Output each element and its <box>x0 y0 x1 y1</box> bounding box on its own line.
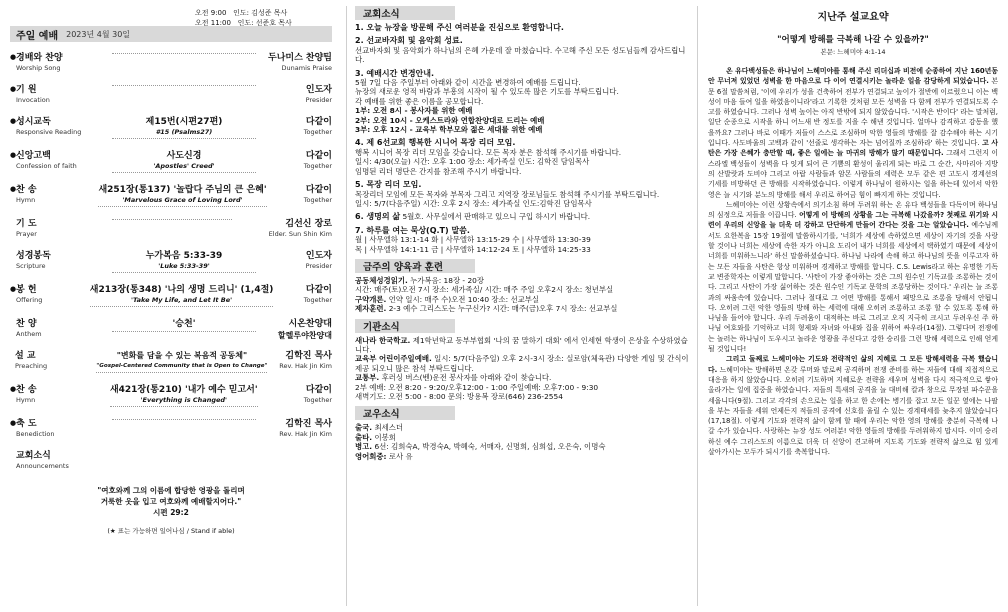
sermon-text: 본문 6절 말씀처럼, '이에 우리가 성을 건축하여 전부가 연결되고 높이가 절반에 이르렀으니 이는 백성이 마음 들여 일을 하였음이니라'라고 기록한 것처럼 모든 성벽을 다 함께 전부가 연결되도록 수고를 하였습니다. 그러나 성벽 높이는 아직 반밖에 되지 않았습니다. '시작은 반이다' 라는 말처럼, 일단 순종으로 시작을 하니 어느새 반 정도를 지을 수 해낸 것입니다. 얼마나 감격하고 감동을 했을까요? 그러나 바로 이때가 저들이 스스로 조심하며 악한 영들의 방해를 잘 감수해야 하는 시기입니다. 사도바울의 고백과 같이 '선줄로 생각하는 자는 넘어질까 조심하라' 하는 것입니다. <box>708 77 998 148</box>
qt-row: 월 | 사무엘하 13:1-14 화 | 사무엘하 13:15-29 수 | 사무엘하 13:30-39 <box>355 235 591 245</box>
org-body: 후러싱 버스(벤)운전 봉사자를 아래와 같이 찾습니다. <box>379 373 552 383</box>
worship-item <box>10 184 332 207</box>
news-heading: 3. 예배시간 변경안내. <box>355 68 435 78</box>
item-content: 사도신경 <box>166 151 202 161</box>
news-schedule: 3부: 오후 12시 - 교육부 학부모와 젊은 세대를 위한 예배 <box>355 125 543 135</box>
bullet-icon: ● <box>10 419 17 427</box>
org-body: 새벽기도: 오전 5:00 - 8:00 문의: 방용복 장로(646) 236-2554 <box>355 392 563 401</box>
item-content: 제15번(시편27편) <box>145 117 223 127</box>
sermon-paragraph <box>708 66 998 200</box>
news-heading: 2. 선교바자회 및 음악회 성료. <box>355 36 463 46</box>
sermon-text: 느헤미야는 방해하면 온갖 루머와 말로써 공격하며 전쟁 준비를 하는 저들에 대해 직접적으로 대응을 하지 않았습니다. 오히려 기도하며 지혜로운 전략을 세우며 성벽을 다시 적극적으로 쌓아 올라가는 일에 집중을 하였습니다. 저들의 특새의 공격을 늘 대비해 칼과 창으로 무장된 파수꾼을 세웁니다(9절). 그리고 각각의 손으로는 일을 하고 한 손에는 병기를 잡고 모든 일꾼 옆에는 나팔을 부는 자들을 세워 언제든지 적들의 공격에 신호를 울릴 수 있는 경계태세를 늦추지 않았습니다(17,18절). 이렇게 기도와 전략적 삶이 함께 할 때에 우리는 악한 영의 방해를 충분히 극복해 나갈 수가 있습니다. 사랑하는 뉴장 성도 여러분! 악한 영들의 방해를 두려워하지 맙시다. 이미 승리하신 예수 그리스도의 이름으로 더욱 더 신앙이 견고하며 지도록 기도와 전략적 삶으로 힘 있게 살아가시는 모두가 되시기를 축복합니다. <box>708 365 998 456</box>
item-leader-en: Dunamis Praise <box>281 64 332 72</box>
item-content-en: 'Take My Life, and Let It Be' <box>131 296 233 304</box>
news-body: 행복 시니어 목장 리더 모임을 갖습니다. 모든 목자 분은 참석해 주시기를 바랍니다. <box>355 147 622 157</box>
news-column <box>355 0 693 612</box>
news-body: 5월호. 사무실에서 판매하고 있으니 구입 하시기 바랍니다. <box>400 212 591 222</box>
item-leader: 다같이 <box>305 285 332 295</box>
worship-item <box>10 350 332 373</box>
service-times <box>195 8 292 28</box>
worship-item <box>10 250 332 273</box>
quote-reference: 시편 29:2 <box>153 508 189 517</box>
item-content: '승천' <box>172 319 196 329</box>
sermon-emphasis: 고 사탄은 가장 은혜가 충만할 때, 좋은 일에는 늘 마귀의 방해가 많기 때문입니다. <box>708 139 998 158</box>
item-leader: 인도자 <box>305 85 332 95</box>
news-heading: 6. 생명의 삶 <box>355 212 401 222</box>
worship-item <box>10 150 332 173</box>
item-content: 새251장(통137) '놀랍다 주님의 큰 은혜' <box>98 185 267 195</box>
news-heading: 5. 목장 리더 모임. <box>355 180 422 190</box>
edu-title: 금주의 양육과 훈련 <box>355 259 475 273</box>
item-label-en: Benediction <box>16 430 55 438</box>
item-label: 경배와 찬양 <box>16 53 63 63</box>
item-leader: 김학진 목사 <box>285 351 332 361</box>
bullet-icon: ● <box>10 85 17 93</box>
item-label-en: Preaching <box>15 362 48 370</box>
item-content-en: 'Luke 5:33-39' <box>158 262 210 270</box>
bullet-icon: ● <box>10 151 17 159</box>
sermon-emphasis: 어떻게 이 방해의 상황을 그는 극복해 나갔을까? 첫째로 위기와 시련이 우리의 신앙을 늘 더욱 더 강하고 단단하게 만들어 간다는 것을 그는 알았습니다. <box>708 211 998 230</box>
item-leader-en: Together <box>303 296 332 304</box>
item-leader: 인도자 <box>305 251 332 261</box>
item-label: 설 교 <box>15 351 36 361</box>
sermon-paragraph <box>708 200 998 354</box>
edu-body: 2-3 예수 그리스도는 누구신가? 시간: 매주(금)오후 7시 장소: 선교부실 <box>386 304 618 314</box>
staff-heading: 영어회중: <box>355 451 387 461</box>
news-body: 뉴장의 새로운 영적 바람과 부흥의 시작이 될 수 있도록 많은 기도를 부탁드립니다. <box>355 87 619 97</box>
item-leader-en: Together <box>303 396 332 404</box>
staff-list <box>355 423 689 461</box>
sermon-title: 지난주 설교요약 <box>817 12 889 23</box>
news-list <box>355 23 689 254</box>
item-leader: 다같이 <box>305 385 332 395</box>
staff-body: 로사 유 <box>386 451 413 461</box>
bullet-icon: ● <box>10 53 17 61</box>
sermon-reference: 본문: 느헤미야 4:1-14 <box>820 48 886 56</box>
item-content-en: 'Everything is Changed' <box>140 396 228 404</box>
item-leader-en: Together <box>303 196 332 204</box>
worship-item <box>10 84 332 105</box>
item-leader-en: Rev. Hak Jin Kim <box>279 362 332 370</box>
item-leader-2: 할렐루야찬양대 <box>277 331 332 340</box>
item-content-en: 'Marvelous Grace of Loving Lord' <box>122 196 243 204</box>
item-label-en: Hymn <box>16 196 36 204</box>
item-label-en: Announcements <box>16 462 69 470</box>
news-heading: 4. 제 6선교회 행복한 시니어 목장 리더 모임. <box>355 138 516 148</box>
news-body: 5월 7일 다음 주일부터 아래와 같이 시간을 변경하여 예배를 드립니다. <box>355 78 581 88</box>
sermon-column <box>700 0 1008 612</box>
item-label: 찬 송 <box>16 185 37 195</box>
sermon-paragraph <box>708 354 998 457</box>
worship-item <box>10 284 332 307</box>
news-body: 목장리더 모임에 모든 목자와 부목자 그리고 지역장 장로님들도 참석해 주시기를 부탁드립니다. <box>355 189 660 199</box>
org-body: 2부 예배: 오전 8:20 - 9:20/오후12:00 - 1:00 주일예배: 오후7:00 - 9:30 <box>355 382 599 392</box>
column-divider <box>697 6 698 606</box>
news-title: 교회소식 <box>355 6 455 20</box>
worship-item <box>10 450 332 471</box>
worship-header <box>10 26 332 42</box>
item-label-en: Worship Song <box>16 64 61 72</box>
news-body: 선교바자회 및 음악회가 하나님의 은혜 가운데 잘 마쳤습니다. 수고해 주신 모든 성도님들께 감사드립니다. <box>355 45 686 65</box>
service-leader: 인도: 선준호 목사 <box>237 19 292 27</box>
org-body: 일시: 5/7(다음주일) 오후 2시-3시 장소: 실로암(체육관) 다양한 게임 및 간식이 제공 되오니 많은 참석 부탁드립니다. <box>355 354 689 373</box>
item-leader-en: Elder. Sun Shin Kim <box>268 230 332 238</box>
service-time: 오전 9:00 <box>195 9 227 17</box>
edu-heading: 구약개론. <box>355 294 387 304</box>
column-divider <box>346 6 347 606</box>
quote-line: "여호와께 그의 이름에 합당한 영광을 돌리며 <box>97 486 245 495</box>
item-content-en: 'Apostles' Creed' <box>153 162 215 170</box>
item-leader-en: Rev. Hak Jin Kim <box>279 430 332 438</box>
sermon-text: 예수님께서도 요한복음 15장 19절에 말씀하시기를, '너희가 세상에 속하였으면 세상이 자기의 것을 사랑할 것이나 너희는 세상에 속한 자가 아니요 도리어 내가 너희를 세상에서 택하였기 때문에 세상이 너희를 미워하느니라' 하신 말씀하셨습니다. 하나님 나라에 속해 하고 하나님의 뜻을 이루고자 하는 모든 자들을 사탄은 항상 미워하며 경계하고 방해를 합니다. C.S. Lewis라고 하는 유명한 기독교 변증학자는 이렇게 말합니다. '사탄이 가장 좋아하는 것은 그의 원수인 기독교를 조롱하는 것이다. 그리고 사탄이 가장 싫어하는 것은 원수인 기독교 문학의 조롱당하는 것이다.' 우리는 늘 조롱과의 싸움속에 있습니다. 그러나 절대로 그 어떤 방해를 통해서 패망으로 조롱을 당해서 안됩니다. 오히려 그런 악한 영들의 방해 하는 세력에 대해 오히려 조롱하고 조롱 할 수 있도록 통해 하나님을 들어야 합니다. 우리 두려움이 대적하는 바로 그리고 오직 지극히 크시고 두려우신 주 하나님 여호와를 기억하고 너희 형제와 자녀와 아내와 집을 위하여 싸우라(14절). 그렇다며 전쟁에는 놀러는 하나님이 도우시고 놀라운 영광을 주신다고 강한 승리를 그런 방해 세력으로 인해 얻게 될 것입니다! <box>708 221 998 354</box>
item-leader-en: Presider <box>305 96 332 104</box>
bullet-icon: ● <box>10 117 17 125</box>
service-time: 오전 11:00 <box>195 19 231 27</box>
item-leader-en: Presider <box>305 262 332 270</box>
news-body: 일시: 4/30(오늘) 시간: 오후 1:00 장소: 세가족실 인도: 김학진 담임목사 <box>355 157 590 167</box>
news-body: 임명된 리더 명단은 간지를 참조해 주시기 바랍니다. <box>355 166 522 176</box>
item-label-en: Hymn <box>16 396 36 404</box>
item-leader: 시온찬양대 <box>288 319 332 329</box>
item-label: 찬 양 <box>16 319 37 329</box>
item-label-en: Anthem <box>16 330 42 338</box>
staff-title: 교우소식 <box>355 406 455 420</box>
staff-heading: 출국. <box>355 423 373 433</box>
news-item: 1. 오늘 뉴장을 방문해 주신 여러분을 진심으로 환영합니다. <box>355 23 564 32</box>
service-leader: 인도: 김성준 목사 <box>233 9 288 17</box>
news-schedule: 2부: 오전 10시 - 오케스트라와 연합찬양대로 드리는 예배 <box>355 115 545 125</box>
org-heading: 교통부. <box>355 373 380 383</box>
worship-item <box>10 218 332 239</box>
qt-row: 목 | 사무엘하 14:1-11 금 | 사무엘하 14:12-24 토 | 사무엘하 14:25-33 <box>355 244 591 254</box>
org-heading: 교육부 어린이주일예배. <box>355 354 432 364</box>
sermon-text: 느헤미야는 이런 상황속에서 의기소침 하며 두려워 하는 온 유다 백성들을 다독이며 하나님의 심정으로 저들을 이끕니다. <box>708 200 998 220</box>
sermon-emphasis: 그리고 둘째로 느헤미야는 기도와 전략적인 삶의 지혜로 그 모든 방해세력을 극복 했습니다. <box>708 355 998 374</box>
news-heading: 7. 하루를 여는 묵상(Q.T) 말씀. <box>355 225 470 235</box>
item-content: "변화를 담을 수 있는 복음적 공동체" <box>116 351 248 360</box>
item-label-en: Responsive Reading <box>16 128 82 136</box>
edu-body: 언약 일시: 매주 수)오전 10:40 장소: 선교부실 <box>386 294 540 304</box>
item-label-en: Prayer <box>16 230 37 238</box>
worship-item <box>10 116 332 139</box>
item-leader: 다같이 <box>305 185 332 195</box>
item-label-en: Offering <box>16 296 43 304</box>
item-label: 성경봉독 <box>16 251 51 261</box>
item-label-en: Invocation <box>16 96 50 104</box>
item-content-en: #15 (Psalms27) <box>155 128 213 136</box>
edu-list <box>355 276 689 314</box>
sermon-emphasis: 온 유다백성들은 하나님이 느헤미야를 통해 주신 리더십과 비전에 순종하여 지난 160년동안 무너져 있었던 성벽을 한 마음으로 다 이어 연결시키는 놀라운 일을 감당하게 되었습니다. <box>708 67 998 86</box>
org-heading: 새나라 한국학교. <box>355 335 411 345</box>
bullet-icon: ● <box>10 385 17 393</box>
item-label: 기 도 <box>16 219 37 229</box>
order-of-worship <box>10 52 332 471</box>
org-title: 기관소식 <box>355 319 455 333</box>
item-leader: 다같이 <box>305 117 332 127</box>
item-leader: 두나미스 찬양팀 <box>268 53 332 63</box>
worship-date: 2023년 4월 30일 <box>66 29 131 39</box>
staff-body: 최세스더 <box>372 423 404 433</box>
item-leader: 김학진 목사 <box>285 419 332 429</box>
worship-column <box>0 0 340 612</box>
staff-heading: 출타. <box>355 432 373 442</box>
sermon-heading: "어떻게 방해를 극복해 나갈 수 있을까?" <box>777 35 929 45</box>
edu-body: 누가복음: 18장 - 20장 <box>407 275 484 285</box>
item-label: 성시교독 <box>16 117 51 127</box>
worship-item <box>10 418 332 439</box>
stand-footnote: (★ 표는 가능하면 일어나심 / Stand if able) <box>107 527 235 535</box>
item-label-en: Scripture <box>16 262 46 270</box>
item-leader-en: Together <box>303 162 332 170</box>
staff-body: 6선: 김희숙A, 박경숙A, 박혜숙, 서매자, 신명희, 심희섭, 오은숙, 이명숙 <box>372 442 606 452</box>
item-label: 신앙고백 <box>16 151 51 161</box>
staff-body: 이봉희 <box>372 432 396 442</box>
quote-line: 거룩한 옷을 입고 여호와께 예배할지어다." <box>100 497 242 506</box>
item-label: 찬 송 <box>16 385 37 395</box>
item-content: 누가복음 5:33-39 <box>145 251 223 261</box>
item-content: 새213장(통348) '나의 생명 드리니' (1,4절) <box>89 285 274 295</box>
sermon-text: 그래서 그런지 이스라엘 백성들이 성벽을 다 잇게 되어 큰 기쁨의 환성이 울리게 되는 바로 그 순간, 사마리아 지방의 산발랏과 도비야 그리고 아랍 사람들과 암몬 사람들의 세력은 모두 같은 편 고도시 경계선의 기세를 비방하던 큰 방해를 시작하였습니다. 이렇게 하나님이 원하시는 일을 하는데 있어서 악한 영은 늘 시기와 분노의 방해를 해서 우리로 하여금 힘이 빠지게 하는 것입니다. <box>708 149 999 199</box>
item-label: 봉 헌 <box>16 285 37 295</box>
staff-heading: 병고. <box>355 442 373 452</box>
item-content: 새421장(통210) '내가 예수 믿고서' <box>109 385 258 395</box>
org-body: 제1학년학교 동부부협회 '나의 꿈 말하기 대회' 에서 인세현 학생이 은상을 수상하였습니다. <box>355 335 688 354</box>
item-leader: 김선신 장로 <box>285 219 332 229</box>
edu-body: 시간: 매주(토)오전 7시 장소: 세가족실/ 시간: 매주 주일 오후2시 장소: 청년부실 <box>355 285 614 295</box>
scripture-quote <box>10 485 332 518</box>
news-body: 일시: 5/7(다음주일) 시간: 오후 2시 장소: 세가족실 인도:김학진 담임목사 <box>355 198 592 208</box>
news-schedule: 1부: 오전 8시 - 봉사자를 위한 예배 <box>355 106 473 116</box>
worship-item <box>10 52 332 73</box>
worship-title: 주일 예배 <box>16 30 59 42</box>
item-label: 축 도 <box>16 419 37 429</box>
worship-item <box>10 384 332 407</box>
item-label: 교회소식 <box>16 451 51 461</box>
edu-heading: 공동체성경읽기. <box>355 275 408 285</box>
item-leader: 다같이 <box>305 151 332 161</box>
item-label: 기 원 <box>16 85 37 95</box>
item-leader-en: Together <box>303 128 332 136</box>
edu-heading: 제자훈련. <box>355 304 387 314</box>
org-list <box>355 336 689 402</box>
item-content-en: "Gospel-Centered Community that is Open to Change" <box>96 363 268 369</box>
item-label-en: Confession of faith <box>16 162 77 170</box>
bullet-icon: ● <box>10 285 17 293</box>
news-body: 각 예배를 위한 좋은 이름을 공모합니다. <box>355 96 484 106</box>
bullet-icon: ● <box>10 185 17 193</box>
worship-item <box>10 318 332 342</box>
